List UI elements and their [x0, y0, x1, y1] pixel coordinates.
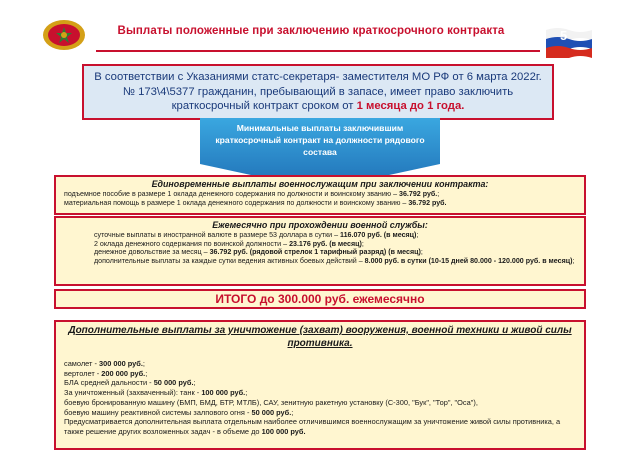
header: [0, 0, 640, 62]
list-item: боевую бронированную машину (БМП, БМД, БТР, МТЛБ), САУ, зенитную ракетную установку (С-300, "Бук", "Тор", "Оса"),: [64, 397, 478, 407]
list-item: вертолет - 200 000 руб.;: [64, 368, 148, 378]
monthly-title: Ежемесячно при прохождении военной службы:: [212, 220, 428, 230]
total-banner: ИТОГО до 300.000 руб. ежемесячно: [54, 289, 586, 309]
one-time-title: Единовременные выплаты военнослужащим при заключении контракта:: [151, 179, 489, 189]
list-item: 2 оклада денежного содержания по воинской должности – 23.176 руб. (в месяц);: [94, 239, 364, 248]
list-item: денежное довольствие за месяц – 36.792 руб. (рядовой стрелок 1 тарифный разряд) (в месяц);: [94, 248, 423, 257]
list-item: боевую машину реактивной системы залпового огня - 50 000 руб.;: [64, 407, 294, 417]
monthly-payments-box: [54, 216, 586, 286]
page-title: Выплаты положенные при заключению краткосрочного контракта: [117, 25, 505, 37]
arrow-caption: Минимальные выплаты заключившим краткосрочный контракт на должности рядового состава: [215, 123, 425, 157]
list-item: подъемное пособие в размере 1 оклада денежного содержания по должности и воинскому званию – 36.792 руб.;: [64, 190, 440, 198]
additional-title: Дополнительные выплаты за уничтожение (захват) вооружения, военной техники и живой силы противника.: [68, 325, 572, 349]
intro-box: [82, 64, 554, 120]
list-item: самолет - 300 000 руб.;: [64, 359, 145, 368]
additional-payments-box: [54, 320, 586, 450]
list-item: БЛА средней дальности - 50 000 руб.;: [64, 378, 196, 388]
title-underline: [96, 50, 540, 52]
intro-term: 1 месяца до 1 года.: [356, 100, 465, 112]
list-item: материальная помощь в размере 1 оклада денежного содержания по должности и воинскому званию – 36.792 руб.: [64, 198, 447, 207]
list-item: Предусматривается дополнительная выплата отдельным наиболее отличившимся военнослужащим за уничтожение живой силы противника, а также решение других возложенных задач - в объеме до 100 000 руб.: [64, 417, 561, 436]
page-number: 5: [560, 28, 568, 43]
russian-flag-icon: [546, 28, 592, 58]
one-time-payments-box: [54, 175, 586, 215]
army-emblem-icon: [42, 18, 86, 52]
intro-text: В соответствии с Указаниями статс-секретаря- заместителя МО РФ от 6 марта 2022г. № 173\4\5377 гражданин, пребывающий в запасе, имеет право заключить краткосрочный контракт сроком от: [94, 71, 542, 112]
list-item: За уничтоженный (захваченный): танк - 100 000 руб.;: [64, 388, 248, 398]
list-item: дополнительные выплаты за каждые сутки ведения активных боевых действий – 8.000 руб. в сутки (10-15 дней 80.000 - 120.000 руб. в месяц);: [94, 256, 575, 265]
list-item: суточные выплаты в иностранной валюте в размере 53 доллара в сутки – 116.070 руб. (в месяц);: [94, 231, 419, 239]
